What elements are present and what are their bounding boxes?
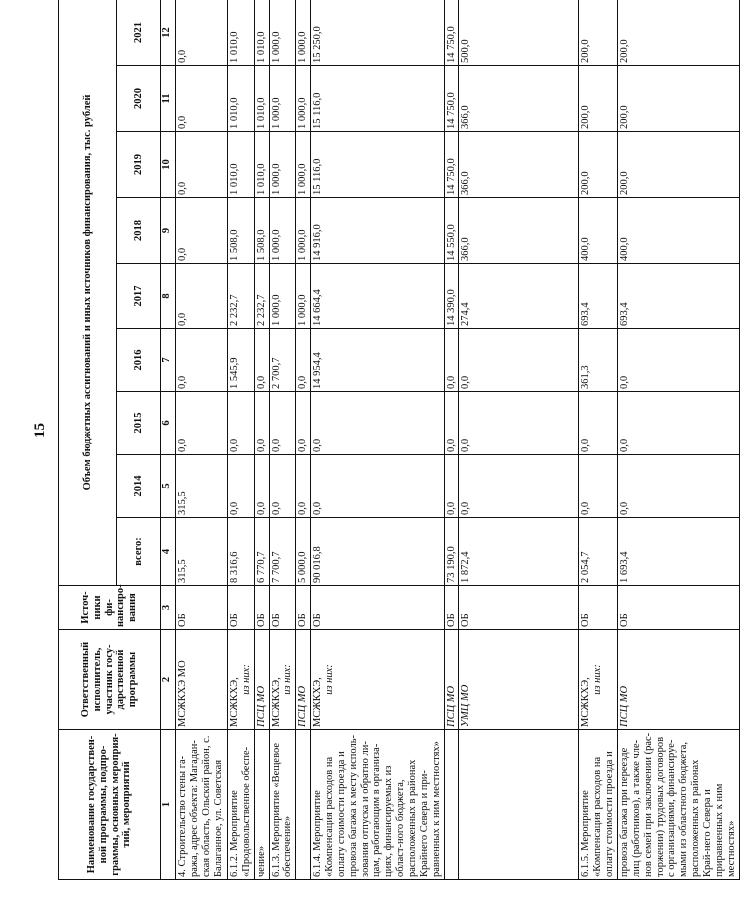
header-volume: Объем бюджетных ассигнований и иных источников финансирования, тыс. рублей [59, 0, 117, 586]
row-executor [176, 630, 228, 730]
column-index: 5 [161, 455, 176, 518]
header-year-2016: 2016 [117, 329, 161, 392]
row-executor [311, 630, 444, 730]
executor-name: ПСЦ МО [619, 685, 631, 727]
cell-year-2020: 15 116,0 [311, 66, 444, 132]
column-index: 6 [161, 392, 176, 455]
column-index: 9 [161, 198, 176, 264]
cell-year-2014: 0,0 [254, 455, 269, 518]
cell-total: 73 190,0 [444, 518, 459, 586]
cell-year-2019: 0,0 [176, 132, 228, 198]
cell-year-2014: 0,0 [579, 455, 618, 518]
header-executor: Ответственный исполнитель, участник госу-дарственной программы [59, 630, 161, 730]
cell-year-2021: 0,0 [176, 0, 228, 66]
executor-name: МСЖКХЭ, [270, 677, 282, 727]
cell-year-2021: 200,0 [618, 0, 740, 66]
cell-year-2020: 1 000,0 [296, 66, 311, 132]
column-index: 7 [161, 329, 176, 392]
cell-year-2019: 200,0 [579, 132, 618, 198]
cell-year-2017: 14 390,0 [444, 264, 459, 329]
cell-year-2015: 0,0 [311, 392, 444, 455]
cell-year-2021: 1 000,0 [269, 0, 296, 66]
table-header [59, 0, 176, 880]
header-year-2018: 2018 [117, 198, 161, 264]
cell-year-2014: 0,0 [269, 455, 296, 518]
table-row [444, 0, 459, 880]
cell-year-2020: 366,0 [459, 66, 579, 132]
cell-year-2021: 200,0 [579, 0, 618, 66]
row-executor [459, 630, 579, 730]
cell-year-2020: 200,0 [618, 66, 740, 132]
executor-subnote: из них: [592, 664, 604, 695]
table-row [311, 0, 444, 880]
row-name [459, 730, 579, 880]
cell-year-2017: 0,0 [176, 264, 228, 329]
cell-year-2019: 200,0 [618, 132, 740, 198]
cell-year-2019: 14 750,0 [444, 132, 459, 198]
cell-year-2016: 0,0 [459, 329, 579, 392]
cell-year-2015: 0,0 [269, 392, 296, 455]
cell-year-2014: 0,0 [459, 455, 579, 518]
cell-year-2020: 200,0 [579, 66, 618, 132]
header-year-2019: 2019 [117, 132, 161, 198]
cell-total: 1 872,4 [459, 518, 579, 586]
cell-year-2019: 1 000,0 [269, 132, 296, 198]
cell-year-2015: 0,0 [618, 392, 740, 455]
cell-year-2015: 0,0 [444, 392, 459, 455]
cell-year-2016: 0,0 [444, 329, 459, 392]
column-index: 4 [161, 518, 176, 586]
cell-year-2021: 1 010,0 [228, 0, 255, 66]
executor-name: МСЖКХЭ, [229, 677, 240, 727]
row-executor [618, 630, 740, 730]
row-executor [228, 630, 255, 730]
cell-year-2017: 693,4 [579, 264, 618, 329]
header-year-2015: 2015 [117, 392, 161, 455]
cell-year-2021: 14 750,0 [444, 0, 459, 66]
executor-subnote: из них: [240, 664, 252, 695]
row-executor [269, 630, 296, 730]
cell-total: 7 700,7 [269, 518, 296, 586]
cell-year-2020: 14 750,0 [444, 66, 459, 132]
header-year-2014: 2014 [117, 455, 161, 518]
cell-year-2018: 1 508,0 [228, 198, 255, 264]
cell-year-2016: 1 545,9 [228, 329, 255, 392]
row-executor [444, 630, 459, 730]
cell-year-2020: 1 010,0 [254, 66, 269, 132]
cell-year-2018: 14 916,0 [311, 198, 444, 264]
cell-year-2017: 2 232,7 [254, 264, 269, 329]
row-source: ОБ [459, 586, 579, 630]
cell-total: 1 693,4 [618, 518, 740, 586]
row-source: ОБ [228, 586, 255, 630]
cell-year-2017: 693,4 [618, 264, 740, 329]
header-year-2020: 2020 [117, 66, 161, 132]
cell-total: 90 016,8 [311, 518, 444, 586]
row-name: провоза багажа при переезде лиц (работников), а также чле-нов семей при заключении (рас-торжении) трудовых договоров с организациями, финансируе-мыми из областного бюджета, расположенных в районах Край-него Севера и приравненных к ним местностях» [618, 730, 740, 880]
row-name: чение» [254, 730, 269, 880]
cell-year-2016: 2 700,7 [269, 329, 296, 392]
cell-year-2019: 366,0 [459, 132, 579, 198]
row-name: 6.1.3. Мероприятие «Вещевое обеспечение» [269, 730, 296, 880]
cell-year-2014: 0,0 [444, 455, 459, 518]
cell-year-2017: 274,4 [459, 264, 579, 329]
cell-year-2016: 14 954,4 [311, 329, 444, 392]
table-row [269, 0, 296, 880]
cell-year-2014: 0,0 [618, 455, 740, 518]
cell-year-2016: 361,3 [579, 329, 618, 392]
column-index: 8 [161, 264, 176, 329]
cell-year-2019: 1 010,0 [254, 132, 269, 198]
row-source: ОБ [176, 586, 228, 630]
table-body [176, 0, 740, 880]
row-executor [579, 630, 618, 730]
column-index: 12 [161, 0, 176, 66]
cell-year-2014: 315,5 [176, 455, 228, 518]
executor-name: МСЖКХЭ, [580, 677, 592, 727]
table-row [254, 0, 269, 880]
table-row [228, 0, 255, 880]
row-name: 6.1.5. Мероприятие «Компенсация расходов на оплату стоимости проезда и [579, 730, 618, 880]
header-source: Источ-ники фи-нансиро-вания [59, 586, 161, 630]
table-row [618, 0, 740, 880]
row-source: ОБ [311, 586, 444, 630]
cell-year-2018: 1 508,0 [254, 198, 269, 264]
executor-name: МСЖКХЭ, [312, 677, 324, 727]
header-name: Наименование государствен-ной программы, подпро-граммы, основных мероприя-тий, мероприятий [59, 730, 161, 880]
cell-year-2018: 0,0 [176, 198, 228, 264]
executor-subnote: из них: [282, 664, 294, 695]
cell-year-2016: 0,0 [296, 329, 311, 392]
cell-year-2016: 0,0 [254, 329, 269, 392]
cell-year-2020: 1 010,0 [228, 66, 255, 132]
cell-year-2014: 0,0 [296, 455, 311, 518]
cell-year-2020: 1 000,0 [269, 66, 296, 132]
row-name: 6.1.4. Мероприятие «Компенсация расходов на оплату стоимости проезда и провоза багажа к месту исполь-зования отпуска и обратно ли-цам, работающим в организа-циях, финансируемых из област-ного бюджета, расположенных в районах Крайнего Севера и при-равненных к ним местностях» [311, 730, 444, 880]
row-name [296, 730, 311, 880]
cell-total: 315,5 [176, 518, 228, 586]
executor-name: ПСЦ МО [255, 685, 267, 727]
rotated-table-sheet [58, 0, 737, 880]
cell-year-2016: 0,0 [618, 329, 740, 392]
cell-year-2015: 0,0 [176, 392, 228, 455]
header-year-total: всего: [117, 518, 161, 586]
cell-year-2021: 15 250,0 [311, 0, 444, 66]
column-index: 11 [161, 66, 176, 132]
cell-total: 5 000,0 [296, 518, 311, 586]
cell-year-2017: 2 232,7 [228, 264, 255, 329]
cell-year-2017: 1 000,0 [296, 264, 311, 329]
column-index: 10 [161, 132, 176, 198]
row-name: 4. Строительство стены га-ража, адрес объекта: Магадан-ская область, Ольский район, с. Балаганное, ул. Советская [176, 730, 228, 880]
table-row [296, 0, 311, 880]
cell-year-2020: 0,0 [176, 66, 228, 132]
cell-total: 2 054,7 [579, 518, 618, 586]
row-source: ОБ [254, 586, 269, 630]
cell-year-2021: 1 010,0 [254, 0, 269, 66]
row-source: ОБ [296, 586, 311, 630]
table-row [579, 0, 618, 880]
executor-subnote: из них: [324, 664, 336, 695]
row-source: ОБ [269, 586, 296, 630]
row-name: 6.1.2. Мероприятие «Продовольственное обеспе- [228, 730, 255, 880]
cell-year-2018: 1 000,0 [269, 198, 296, 264]
row-source: ОБ [444, 586, 459, 630]
cell-year-2015: 0,0 [459, 392, 579, 455]
executor-name: ПСЦ МО [445, 685, 457, 727]
header-year-2021: 2021 [117, 0, 161, 66]
cell-year-2016: 0,0 [176, 329, 228, 392]
row-executor [254, 630, 269, 730]
cell-year-2018: 366,0 [459, 198, 579, 264]
cell-year-2018: 400,0 [618, 198, 740, 264]
cell-year-2018: 14 550,0 [444, 198, 459, 264]
cell-year-2015: 0,0 [228, 392, 255, 455]
column-index: 1 [161, 730, 176, 880]
cell-year-2015: 0,0 [296, 392, 311, 455]
cell-year-2018: 400,0 [579, 198, 618, 264]
cell-year-2017: 1 000,0 [269, 264, 296, 329]
column-index: 2 [161, 630, 176, 730]
column-index: 3 [161, 586, 176, 630]
cell-total: 8 316,6 [228, 518, 255, 586]
cell-year-2021: 500,0 [459, 0, 579, 66]
cell-year-2021: 1 000,0 [296, 0, 311, 66]
executor-name: МСЖКХЭ МО [177, 660, 188, 727]
row-executor [296, 630, 311, 730]
cell-year-2014: 0,0 [311, 455, 444, 518]
cell-total: 6 770,7 [254, 518, 269, 586]
page-number: 15 [32, 423, 48, 438]
executor-name: ПСЦ МО [297, 685, 309, 727]
cell-year-2015: 0,0 [579, 392, 618, 455]
cell-year-2019: 1 000,0 [296, 132, 311, 198]
cell-year-2019: 15 116,0 [311, 132, 444, 198]
funding-table [58, 0, 740, 880]
cell-year-2018: 1 000,0 [296, 198, 311, 264]
header-year-2017: 2017 [117, 264, 161, 329]
cell-year-2019: 1 010,0 [228, 132, 255, 198]
table-row [459, 0, 579, 880]
row-source: ОБ [579, 586, 618, 630]
cell-year-2015: 0,0 [254, 392, 269, 455]
table-row [176, 0, 228, 880]
cell-year-2014: 0,0 [228, 455, 255, 518]
cell-year-2017: 14 664,4 [311, 264, 444, 329]
executor-name: УМЦ МО [460, 684, 472, 727]
row-name [444, 730, 459, 880]
row-source: ОБ [618, 586, 740, 630]
